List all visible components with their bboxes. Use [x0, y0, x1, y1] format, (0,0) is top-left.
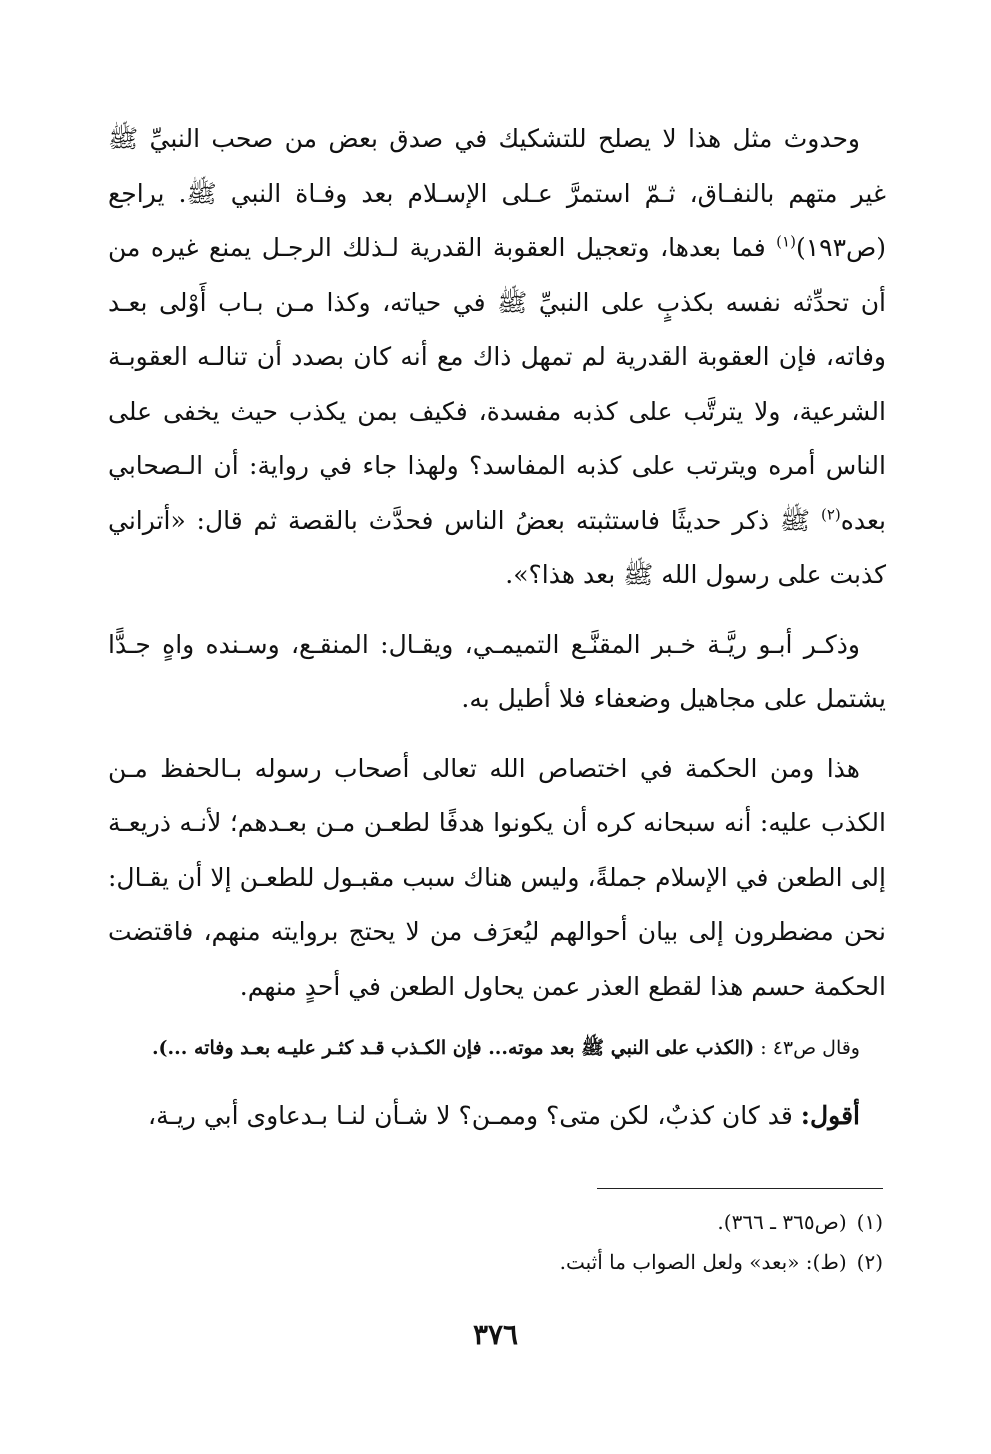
paragraph-4-text: قد كان كذبٌ، لكن متى؟ وممـن؟ لا شـأن لنـا بـدعاوى أبي ريـة، [148, 1101, 801, 1130]
footnote-1-number: (١) [856, 1210, 883, 1234]
footnote-divider [597, 1188, 883, 1189]
page-body [108, 112, 886, 1144]
footnote-1-text: (ص٣٦٥ ـ ٣٦٦). [717, 1210, 847, 1234]
quoted-passage [108, 1029, 886, 1067]
footnote-ref-1[interactable]: (١) [776, 232, 796, 251]
page-number: ٣٧٦ [472, 1318, 519, 1351]
footnote-2 [105, 1242, 883, 1282]
paragraph-3: هذا ومن الحكمة في اختصاص الله تعالى أصحاب رسوله بـالحفظ مـن الكذب عليه: أنه سبحانه كره أن يكونوا هدفًا لطعـن مـن بعـدهم؛ لأنـه ذريعـة إلى الطعن في الإسلام جملةً، وليس هناك سبب مقبـول للطعـن إلا أن يقـال: نحن مضطرون إلى بيان أحوالهم ليُعرَف من لا يحتج بروايته منهم، فاقتضت الحكمة حسم هذا لقطع العذر عمن يحاول الطعن في أحدٍ منهم. [108, 753, 886, 1001]
quoted-passage-body: (الكذب على النبي ﷺ بعد موته... فإن الكـذب قـد كثـر عليـه بعـد وفاته ...). [151, 1037, 755, 1059]
footnote-2-text: (ط): «بعد» ولعل الصواب ما أثبت. [559, 1250, 847, 1274]
paragraph-1-text-c: ﷺ ذكر حديثًا فاستثبته بعضُ الناس فحدَّث بالقصة ثم قال: «أتراني كذبت على رسول الله ﷺ بعد هذا؟». [108, 505, 886, 589]
paragraph-1 [108, 112, 886, 603]
paragraph-1-text-b: فما بعدها، وتعجيل العقوبة القدرية لـذلك الرجـل يمنع غيره من أن تحدِّثه نفسه بكذبٍ على النبيِّ ﷺ في حياته، وكذا مـن بـاب أَوْلى بعـد وفاته، فإن العقوبة القدرية لم تمهل ذاك مع أنه كان بصدد أن تنالـه العقوبـة الشرعية، ولا يترتَّب على كذبه مفسدة، فكيف بمن يكذب حيث يخفى على الناس أمره ويترتب على كذبه المفاسد؟ ولهذا جاء في رواية: أن الـصحابي بعده [108, 233, 886, 535]
footnote-1 [105, 1202, 883, 1242]
paragraph-1-text-a: وحدوث مثل هذا لا يصلح للتشكيك في صدق بعض من صحب النبيِّ ﷺ غير متهم بالنفـاق، ثـمّ استمرَّ عـلى الإسـلام بعد وفـاة النبي ﷺ. يراجع (ص١٩٣) [108, 124, 886, 262]
paragraph-2: وذكـر أبـو ريَّـة خـبر المقنَّـع التميمـي، ويقـال: المنقـع، وسـنده واهٍ جـدًّا يشتمل على مجاهيل وضعفاء فلا أطيل به. [108, 629, 886, 713]
paragraph-4 [108, 1089, 886, 1144]
quoted-passage-lead: وقال ص٤٣ : [754, 1037, 860, 1059]
footnote-ref-2[interactable]: (٢) [820, 505, 841, 524]
footnote-2-number: (٢) [856, 1250, 883, 1274]
footnotes [105, 1202, 883, 1282]
paragraph-4-lead: أقول: [800, 1101, 860, 1130]
